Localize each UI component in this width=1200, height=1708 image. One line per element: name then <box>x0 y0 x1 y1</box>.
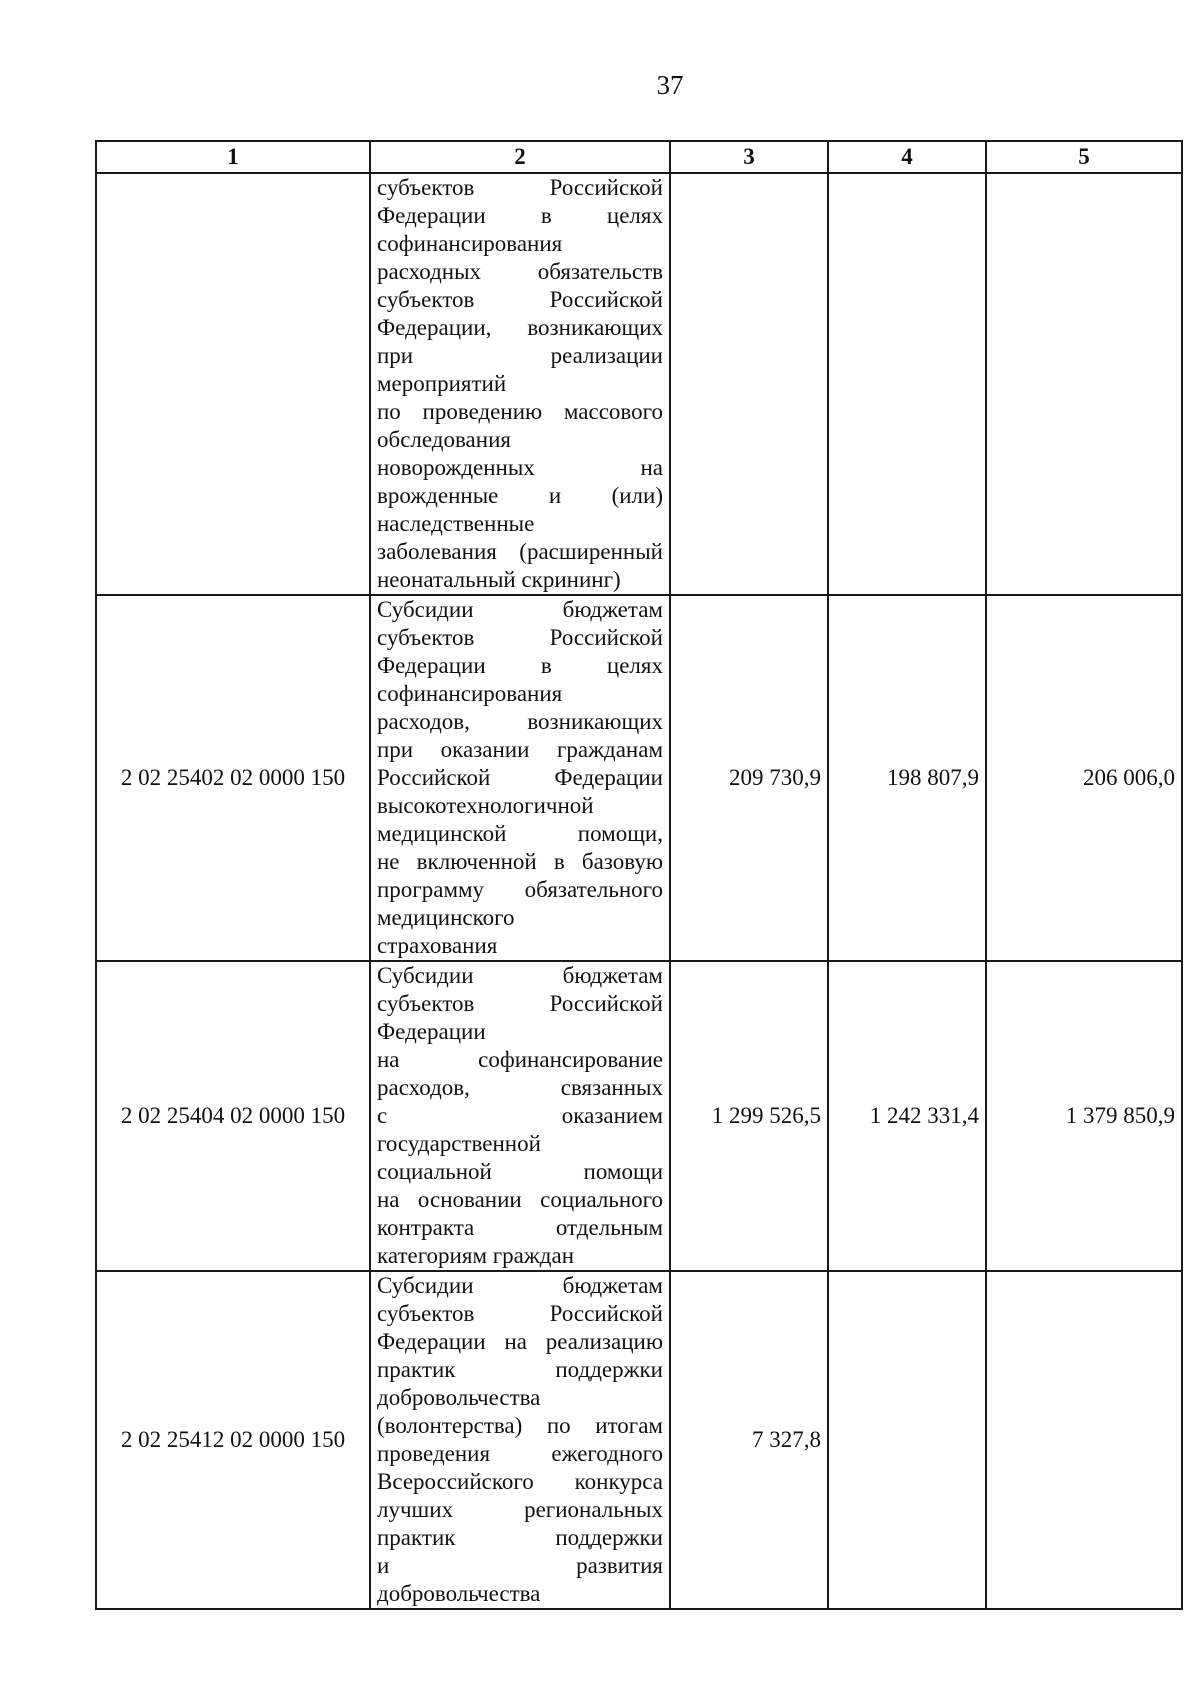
description-line: добровольчества <box>377 1581 541 1606</box>
column-header-3: 3 <box>670 141 828 173</box>
amount-cell-col5 <box>986 1271 1182 1609</box>
budget-table <box>95 140 1183 1610</box>
description-line: высокотехнологичной <box>377 793 594 818</box>
amount-cell-col4 <box>828 173 986 595</box>
amount-cell-col5: 1 379 850,9 <box>986 961 1182 1271</box>
description-line: неонатальный скрининг) <box>377 567 621 592</box>
amount-cell-col4: 1 242 331,4 <box>828 961 986 1271</box>
description-line: Федерации в целях <box>377 653 663 678</box>
budget-code-cell: 2 02 25402 02 0000 150 <box>96 595 370 961</box>
column-header-2: 2 <box>370 141 670 173</box>
description-line: социальной помощи <box>377 1159 663 1184</box>
amount-cell-col4 <box>828 1271 986 1609</box>
description-line: субъектов Российской <box>377 175 663 200</box>
description-line: медицинской помощи, <box>377 821 663 846</box>
description-cell <box>370 961 670 1271</box>
description-line: проведения ежегодного <box>377 1441 663 1466</box>
description-line: субъектов Российской <box>377 625 663 650</box>
column-header-5: 5 <box>986 141 1182 173</box>
budget-code-cell <box>96 173 370 595</box>
description-line: добровольчества <box>377 1385 541 1410</box>
description-line: с оказанием <box>377 1103 663 1128</box>
description-line: и развития <box>377 1553 663 1578</box>
amount-cell-col3 <box>670 173 828 595</box>
description-line: медицинского <box>377 905 515 930</box>
description-line: новорожденных на <box>377 455 663 480</box>
table-row <box>96 173 1182 595</box>
description-line: заболевания (расширенный <box>377 539 663 564</box>
description-line: по проведению массового <box>377 399 663 424</box>
description-line: не включенной в базовую <box>377 849 663 874</box>
description-cell <box>370 173 670 595</box>
description-line: наследственные <box>377 511 535 536</box>
description-line: контракта отдельным <box>377 1215 663 1240</box>
description-line: субъектов Российской <box>377 991 663 1016</box>
description-line: на основании социального <box>377 1187 663 1212</box>
table-row <box>96 1271 1182 1609</box>
description-line: субъектов Российской <box>377 1301 663 1326</box>
description-line: категориям граждан <box>377 1243 575 1268</box>
description-line: расходов, связанных <box>377 1075 663 1100</box>
description-line: Всероссийского конкурса <box>377 1469 663 1494</box>
description-line: Федерации, возникающих <box>377 315 663 340</box>
description-line: программу обязательного <box>377 877 663 902</box>
description-line: расходов, возникающих <box>377 709 663 734</box>
description-line: мероприятий <box>377 371 507 396</box>
description-line: расходных обязательств <box>377 259 663 284</box>
description-line: софинансирования <box>377 681 563 706</box>
description-line: врожденные и (или) <box>377 483 663 508</box>
description-line: Субсидии бюджетам <box>377 597 663 622</box>
table-body <box>96 173 1182 1609</box>
description-line: (волонтерства) по итогам <box>377 1413 663 1438</box>
description-cell <box>370 595 670 961</box>
amount-cell-col3: 209 730,9 <box>670 595 828 961</box>
description-line: Федерации <box>377 1019 486 1044</box>
description-line: страхования <box>377 933 498 958</box>
description-line: Российской Федерации <box>377 765 663 790</box>
amount-cell-col3: 1 299 526,5 <box>670 961 828 1271</box>
column-header-4: 4 <box>828 141 986 173</box>
description-line: на софинансирование <box>377 1047 663 1072</box>
description-line: обследования <box>377 427 511 452</box>
amount-cell-col5: 206 006,0 <box>986 595 1182 961</box>
amount-cell-col5 <box>986 173 1182 595</box>
amount-cell-col4: 198 807,9 <box>828 595 986 961</box>
description-line: при оказании гражданам <box>377 737 663 762</box>
description-line: Субсидии бюджетам <box>377 963 663 988</box>
description-cell <box>370 1271 670 1609</box>
description-line: лучших региональных <box>377 1497 663 1522</box>
table-row <box>96 595 1182 961</box>
description-line: Субсидии бюджетам <box>377 1273 663 1298</box>
column-header-1: 1 <box>96 141 370 173</box>
table-row <box>96 961 1182 1271</box>
page-number: 37 <box>656 70 684 100</box>
description-line: государственной <box>377 1131 541 1156</box>
budget-code-cell: 2 02 25412 02 0000 150 <box>96 1271 370 1609</box>
description-line: Федерации в целях <box>377 203 663 228</box>
description-line: софинансирования <box>377 231 563 256</box>
amount-cell-col3: 7 327,8 <box>670 1271 828 1609</box>
description-line: практик поддержки <box>377 1525 663 1550</box>
table-header-row <box>96 141 1182 173</box>
description-line: субъектов Российской <box>377 287 663 312</box>
budget-code-cell: 2 02 25404 02 0000 150 <box>96 961 370 1271</box>
description-line: практик поддержки <box>377 1357 663 1382</box>
description-line: при реализации <box>377 343 663 368</box>
description-line: Федерации на реализацию <box>377 1329 663 1354</box>
